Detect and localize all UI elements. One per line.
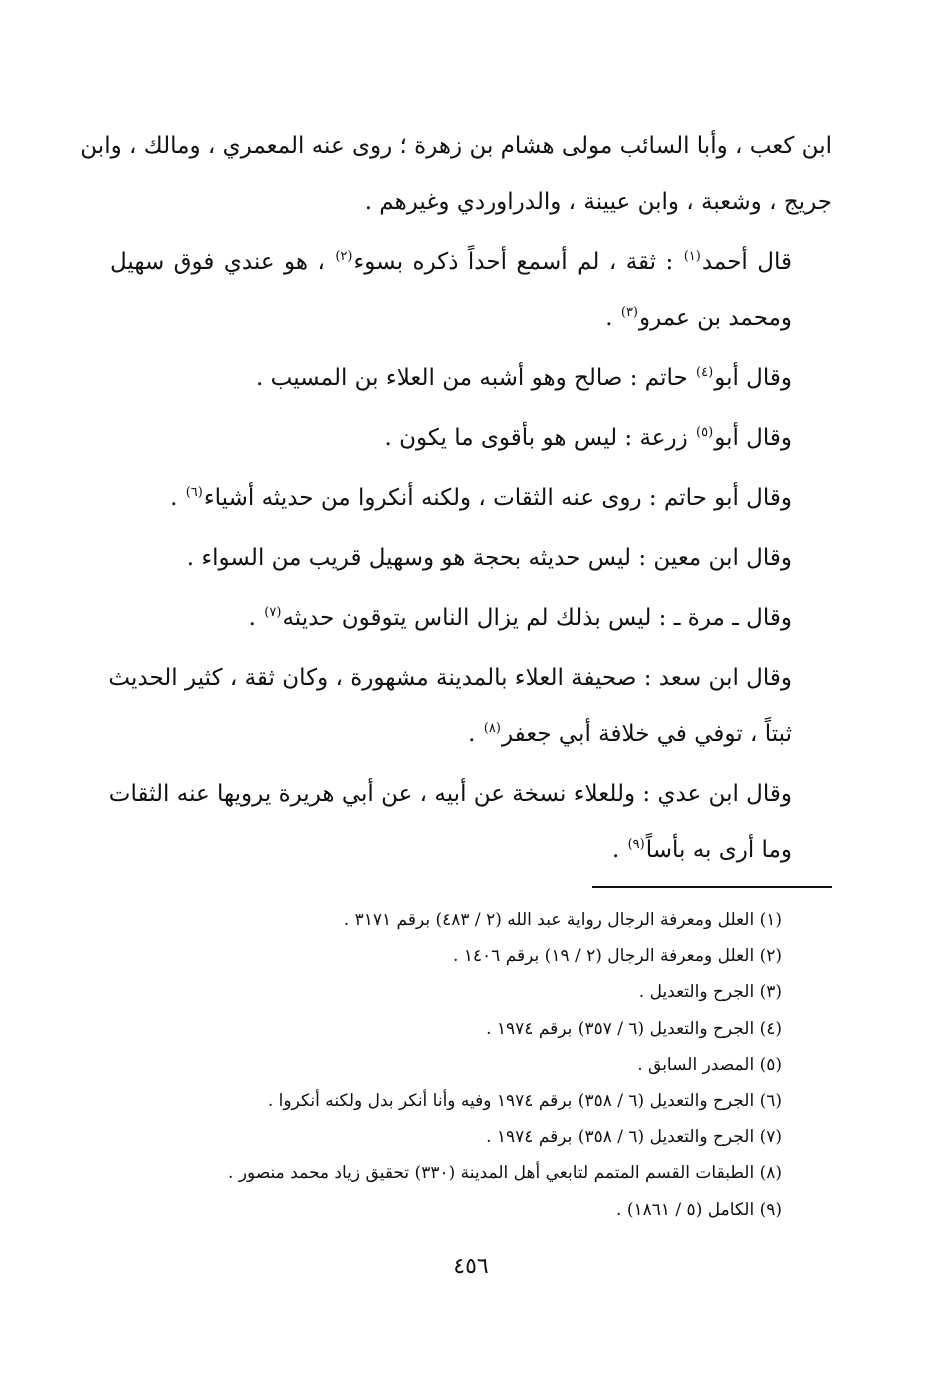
document-page [80, 118, 832, 1279]
footnote: (٩) الكامل (٥ / ١٨٦١) . [616, 1199, 782, 1220]
footnote: (٣) الجرح والتعديل . [638, 982, 782, 1003]
footnote: (٢) العلل ومعرفة الرجال (٢ / ١٩) برقم ١٤٠٦ . [452, 946, 782, 967]
paragraph [110, 410, 832, 466]
footnote-marker: (٧) [264, 605, 282, 621]
line-text: . [248, 605, 264, 631]
text-line [110, 590, 832, 646]
line-text: حاتم : صالح وهو أشبه من العلاء بن المسيب . [255, 365, 696, 391]
line-text: . [170, 485, 185, 511]
line-text: وقال أبو [714, 365, 792, 391]
body-text [80, 118, 832, 878]
line-text: وقال ابن سعد : صحيفة العلاء بالمدينة مشهورة ، وكان ثقة ، كثير الحديث [108, 665, 792, 691]
text-line [110, 174, 832, 230]
text-line [110, 650, 832, 706]
footnote-marker: (٦) [185, 485, 203, 501]
paragraph [110, 766, 832, 878]
footnote: (١) العلل ومعرفة الرجال رواية عبد الله (٢ / ٤٨٣) برقم ٣١٧١ . [343, 910, 782, 930]
line-text: : ثقة ، لم أسمع أحداً ذكره بسوء [353, 249, 683, 275]
text-line [110, 706, 832, 762]
paragraph [80, 118, 832, 230]
footnote-separator [592, 886, 832, 888]
line-text: . [468, 721, 483, 747]
text-line [110, 766, 832, 822]
line-text: زرعة : ليس هو بأقوى ما يكون . [384, 425, 696, 451]
text-line [110, 822, 832, 878]
paragraph [110, 234, 832, 346]
line-text: وقال ابن عدي : وللعلاء نسخة عن أبيه ، عن أبي هريرة يرويها عنه الثقات [108, 781, 792, 807]
text-line [110, 410, 832, 466]
line-text: وقال ـ مرة ـ : ليس بذلك لم يزال الناس يتوقون حديثه [282, 605, 792, 631]
line-text: جريج ، وشعبة ، وابن عيينة ، والدراوردي وغيرهم . [364, 189, 832, 215]
footnote-marker: (٨) [483, 721, 501, 737]
line-text: وقال أبو [714, 425, 792, 451]
footnote-marker: (٥) [696, 425, 714, 441]
text-line [110, 470, 832, 526]
text-line [110, 350, 832, 406]
line-text: وما أرى به بأساً [645, 837, 792, 863]
line-text: وقال ابن معين : ليس حديثه بحجة هو وسهيل قريب من السواء . [186, 545, 792, 571]
line-text: قال أحمد [701, 249, 792, 275]
paragraph [110, 590, 832, 646]
text-line [110, 290, 832, 346]
paragraph [110, 470, 832, 526]
paragraph [110, 530, 832, 586]
footnote-marker: (٣) [620, 305, 638, 321]
footnote: (٦) الجرح والتعديل (٦ / ٣٥٨) برقم ١٩٧٤ وفيه وأنا أنكر بدل ولكنه أنكروا . [267, 1091, 782, 1112]
footnote-marker: (٢) [335, 249, 353, 265]
page-number: ٤٥٦ [453, 1254, 489, 1279]
text-line [110, 530, 832, 586]
text-line [80, 118, 832, 174]
paragraph [110, 650, 832, 762]
footnote: (٥) المصدر السابق . [637, 1054, 782, 1075]
line-text: . [605, 305, 620, 331]
footnotes [142, 902, 782, 1228]
footnote: (٨) الطبقات القسم المتمم لتابعي أهل المدينة (٣٣٠) تحقيق زياد محمد منصور . [228, 1163, 782, 1184]
footnote-marker: (١) [683, 249, 701, 265]
footnote-marker: (٤) [696, 365, 714, 381]
footnote: (٧) الجرح والتعديل (٦ / ٣٥٨) برقم ١٩٧٤ . [486, 1127, 782, 1148]
line-text: ابن كعب ، وأبا السائب مولى هشام بن زهرة ؛ روى عنه المعمري ، ومالك ، وابن [80, 133, 832, 159]
line-text: ثبتاً ، توفي في خلافة أبي جعفر [501, 721, 792, 747]
paragraph [110, 350, 832, 406]
footnote: (٤) الجرح والتعديل (٦ / ٣٥٧) برقم ١٩٧٤ . [486, 1018, 782, 1039]
line-text: ، هو عندي فوق سهيل [110, 249, 335, 275]
text-line [110, 234, 832, 290]
line-text: ومحمد بن عمرو [639, 305, 792, 331]
line-text: وقال أبو حاتم : روى عنه الثقات ، ولكنه أنكروا من حديثه أشياء [203, 485, 792, 511]
footnote-marker: (٩) [627, 837, 645, 853]
line-text: . [611, 837, 627, 863]
